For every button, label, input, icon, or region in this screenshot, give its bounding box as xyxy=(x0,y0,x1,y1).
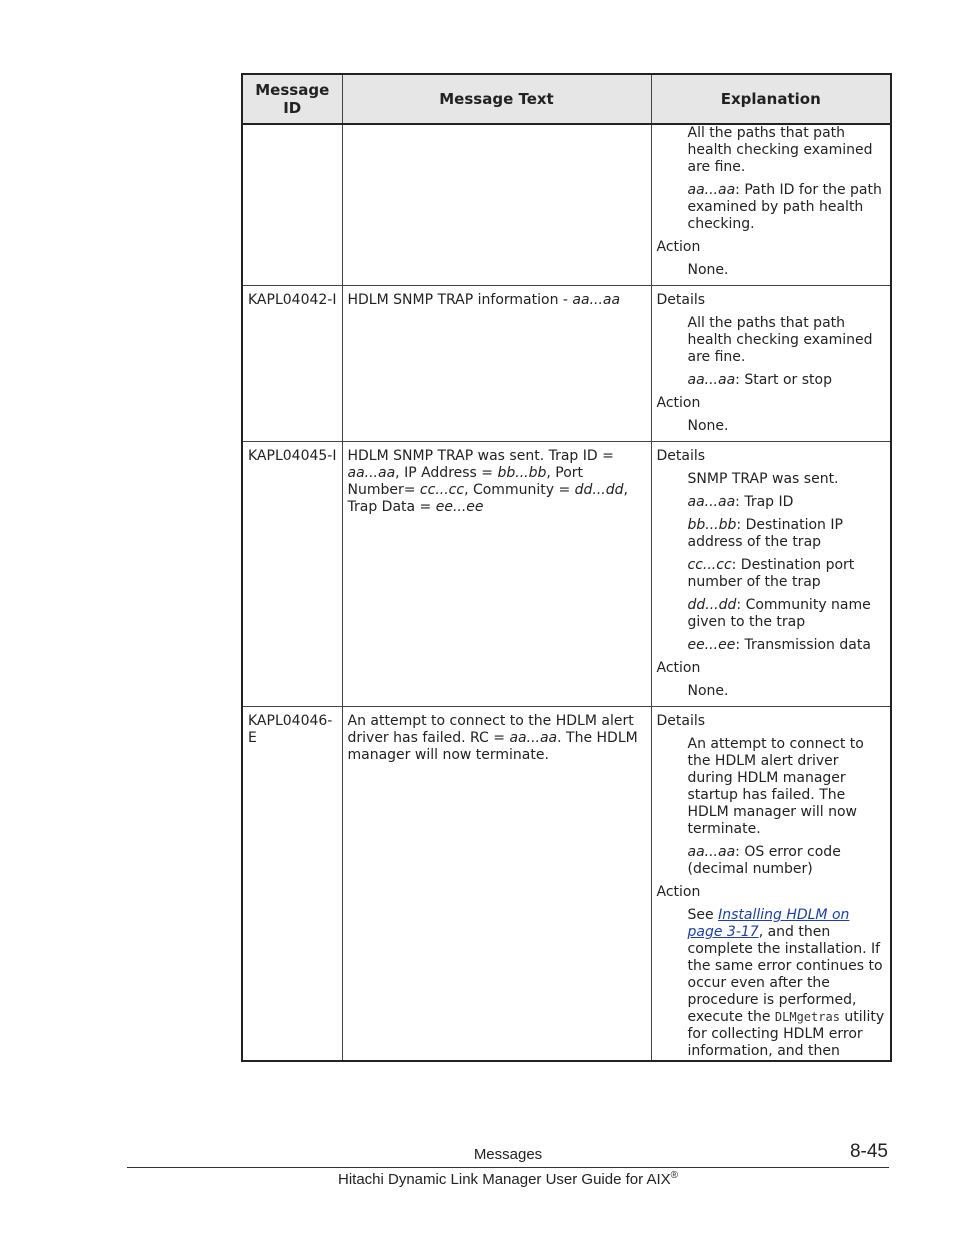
footer-section-name: Messages xyxy=(473,1146,543,1163)
explanation-cell xyxy=(651,124,891,286)
table-row xyxy=(242,286,891,442)
message-text-cell: HDLM SNMP TRAP information - aa...aa xyxy=(342,286,651,442)
message-id-cell: KAPL04042-I xyxy=(242,286,342,442)
param-line: dd...dd: Community name given to the trap xyxy=(687,597,871,630)
param-line xyxy=(688,372,886,389)
message-text-cell: An attempt to connect to the HDLM alert driver has failed. RC = aa...aa. The HDLM manager will now terminate. xyxy=(342,707,651,1062)
details-heading: Details xyxy=(656,448,706,464)
table-row xyxy=(242,707,891,1062)
detail-text: All the paths that path health checking examined are fine. xyxy=(687,315,873,365)
header-message-id: Message ID xyxy=(242,74,342,124)
action-heading: Action xyxy=(656,239,701,255)
action-text: None. xyxy=(687,683,729,699)
header-explanation: Explanation xyxy=(651,74,891,124)
explanation-cell xyxy=(651,286,891,442)
page-number: 8-45 xyxy=(849,1141,888,1162)
message-text-cell: HDLM SNMP TRAP was sent. Trap ID = aa...aa, IP Address = bb...bb, Port Number= cc...cc, Community = dd...dd, Trap Data = ee...ee xyxy=(342,442,651,707)
table-row xyxy=(242,442,891,707)
trademark-symbol: ® xyxy=(670,1170,678,1181)
action-text: See Installing HDLM on page 3-17, and then complete the installation. If the same error continues to occur even after the procedure is performed, execute the DLMgetras utility for collecting HDLM error information, and then xyxy=(687,907,885,1059)
param-line: ee...ee: Transmission data xyxy=(687,637,871,653)
text-variable: aa...aa xyxy=(572,292,621,308)
action-heading: Action xyxy=(656,395,701,411)
table-row xyxy=(242,124,891,286)
param-description: : Start or stop xyxy=(735,372,832,388)
installing-hdlm-link[interactable]: Installing HDLM on page 3-17 xyxy=(687,907,850,940)
param-variable: aa...aa xyxy=(687,182,736,198)
param-line: cc...cc: Destination port number of the trap xyxy=(687,557,855,590)
message-id-cell xyxy=(242,124,342,286)
action-text: None. xyxy=(687,262,729,278)
param-variable: aa...aa xyxy=(687,844,736,860)
action-text: None. xyxy=(687,418,729,434)
action-heading: Action xyxy=(656,884,701,900)
param-line: aa...aa: Trap ID xyxy=(687,494,794,510)
details-heading: Details xyxy=(656,292,706,308)
header-message-text: Message Text xyxy=(342,74,651,124)
footer-document-title: Hitachi Dynamic Link Manager User Guide for AIX® xyxy=(337,1170,678,1188)
detail-text: All the paths that path health checking examined are fine. xyxy=(687,125,873,175)
details-heading: Details xyxy=(656,713,706,729)
param-line xyxy=(688,844,886,878)
param-line: bb...bb: Destination IP address of the trap xyxy=(687,517,843,550)
param-description: : Path ID for the path examined by path health checking. xyxy=(687,182,882,232)
table-header-row xyxy=(242,74,891,124)
explanation-cell xyxy=(651,442,891,707)
message-table xyxy=(241,73,892,1062)
param-variable: aa...aa xyxy=(687,372,736,388)
action-heading: Action xyxy=(656,660,701,676)
detail-text: An attempt to connect to the HDLM alert driver during HDLM manager startup has failed. The HDLM manager will now terminate. xyxy=(687,736,864,837)
code-command: DLMgetras xyxy=(774,1010,840,1024)
param-description: : OS error code (decimal number) xyxy=(687,844,841,877)
message-text-cell xyxy=(342,124,651,286)
message-id-cell: KAPL04045-I xyxy=(242,442,342,707)
footer-divider xyxy=(127,1167,889,1168)
detail-text: SNMP TRAP was sent. xyxy=(687,471,839,487)
message-id-cell: KAPL04046-E xyxy=(242,707,342,1062)
param-line xyxy=(688,182,886,233)
explanation-cell xyxy=(651,707,891,1062)
